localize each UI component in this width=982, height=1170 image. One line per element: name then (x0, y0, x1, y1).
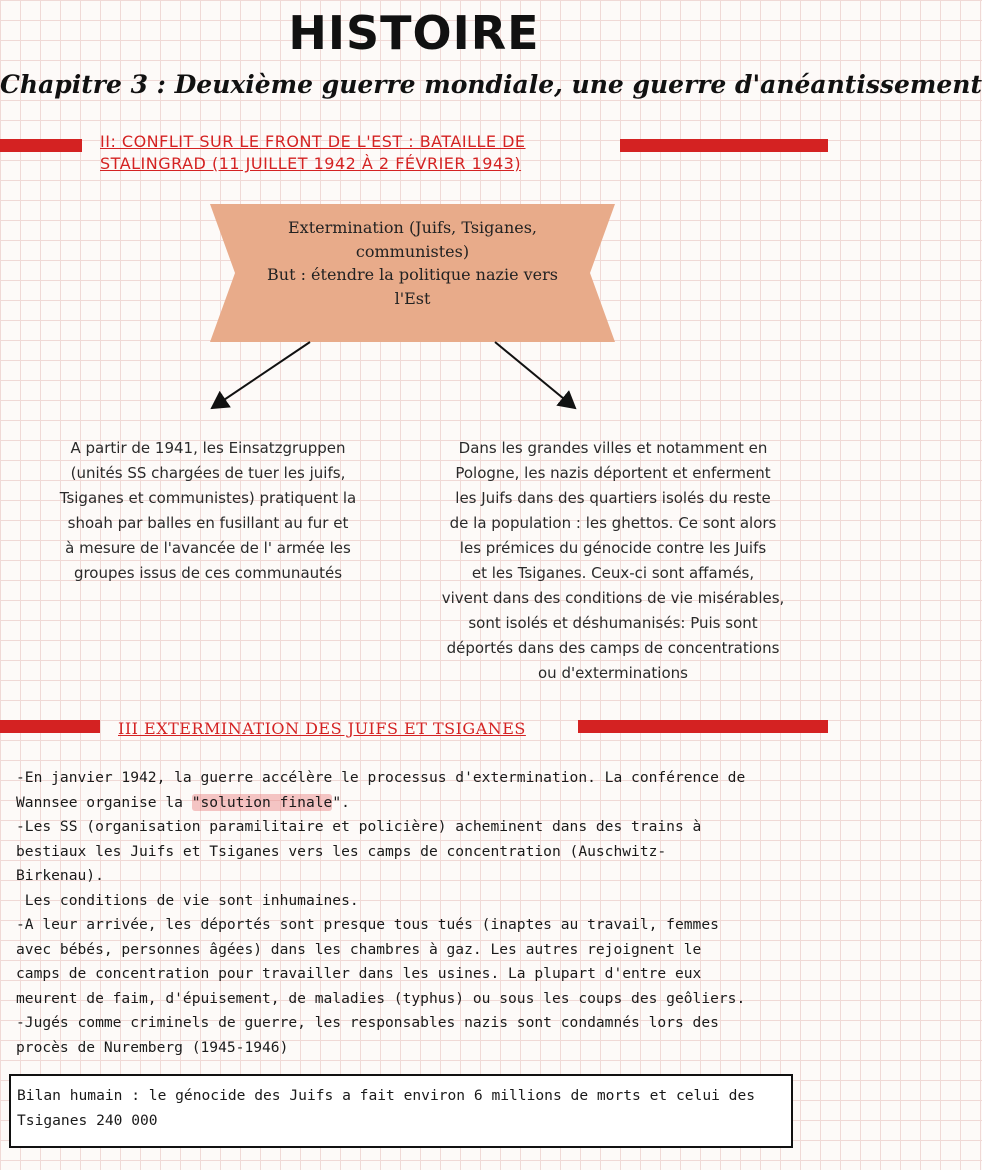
arrows-diagram (0, 0, 982, 430)
banner-line-2: communistes) (355, 241, 470, 261)
body-line-wannsee (16, 791, 816, 816)
right-line: de la population : les ghettos. Ce sont alors (449, 514, 777, 532)
body-line: bestiaux les Juifs et Tsiganes vers les camps de concentration (Auschwitz- (16, 842, 667, 860)
section-2-title-line2: STALINGRAD (11 JUILLET 1942 À 2 FÉVRIER 1943) (100, 154, 522, 173)
body-line: -A leur arrivée, les déportés sont presque tous tués (inaptes au travail, femmes (16, 916, 719, 933)
banner-line-3: But : étendre la politique nazie vers (267, 265, 558, 284)
highlight-solution-finale: "solution finale (191, 793, 333, 811)
right-line: vivent dans des conditions de vie misérables, (441, 589, 785, 607)
body-line: -Les SS (organisation paramilitaire et policière) acheminent dans des trains à (16, 818, 702, 835)
body-paragraphs (16, 766, 816, 1060)
chapter-subtitle: Chapitre 3 : Deuxième guerre mondiale, une guerre d'anéantissement (0, 70, 982, 99)
left-column-text (28, 436, 388, 586)
body-text-span: Wannsee organise la (16, 793, 192, 811)
red-bar-left-2 (0, 720, 100, 733)
body-text-span: ". (332, 793, 350, 811)
left-line: shoah par balles en fusillant au fur et (67, 514, 349, 532)
red-bar-right-2 (578, 720, 828, 733)
left-line: Tsiganes et communistes) pratiquent la (59, 489, 357, 507)
right-column-text (414, 436, 812, 686)
right-line: les Juifs dans des quartiers isolés du reste (455, 489, 771, 507)
right-line: sont isolés et déshumanisés: Puis sont (468, 614, 758, 632)
body-line: -En janvier 1942, la guerre accélère le processus d'extermination. La conférence de (16, 769, 746, 786)
banner-line-1: Extermination (Juifs, Tsiganes, (287, 218, 538, 237)
left-line: A partir de 1941, les Einsatzgruppen (70, 439, 346, 457)
left-line: (unités SS chargées de tuer les juifs, (70, 464, 346, 482)
left-line: groupes issus de ces communautés (73, 564, 343, 582)
left-line: à mesure de l'avancée de l' armée les (65, 539, 351, 557)
section-2-title-line1: II: CONFLIT SUR LE FRONT DE L'EST : BATAILLE DE (100, 132, 526, 151)
body-line: camps de concentration pour travailler dans les usines. La plupart d'entre eux (16, 965, 702, 982)
right-line: et les Tsiganes. Ceux-ci sont affamés, (471, 564, 755, 582)
body-line: Les conditions de vie sont inhumaines. (16, 891, 359, 909)
body-line: Birkenau). (16, 867, 104, 884)
right-line: les prémices du génocide contre les Juifs (459, 539, 767, 557)
right-line: Dans les grandes villes et notamment en (458, 439, 768, 457)
right-line: ou d'exterminations (538, 664, 688, 682)
body-line: meurent de faim, d'épuisement, de maladies (typhus) ou sous les coups des geôliers. (16, 989, 746, 1007)
arrow-left (212, 342, 310, 408)
bilan-line-1: Bilan humain : le génocide des Juifs a fait environ 6 millions de morts et celui des (17, 1087, 756, 1104)
body-line: procès de Nuremberg (1945-1946) (16, 1038, 289, 1056)
section-3-title: III EXTERMINATION DES JUIFS ET TSIGANES (118, 719, 526, 738)
right-line: déportés dans des camps de concentrations (446, 639, 780, 657)
arrow-right (495, 342, 575, 408)
body-line: -Jugés comme criminels de guerre, les responsables nazis sont condamnés lors des (16, 1014, 719, 1031)
bilan-box (9, 1074, 793, 1148)
page-title: HISTOIRE (288, 6, 540, 60)
bilan-line-2: Tsiganes 240 000 (17, 1111, 158, 1129)
banner-line-4: l'Est (394, 288, 431, 308)
right-line: Pologne, les nazis déportent et enferment (455, 464, 771, 482)
body-line: avec bébés, personnes âgées) dans les chambres à gaz. Les autres rejoignent le (16, 940, 702, 958)
